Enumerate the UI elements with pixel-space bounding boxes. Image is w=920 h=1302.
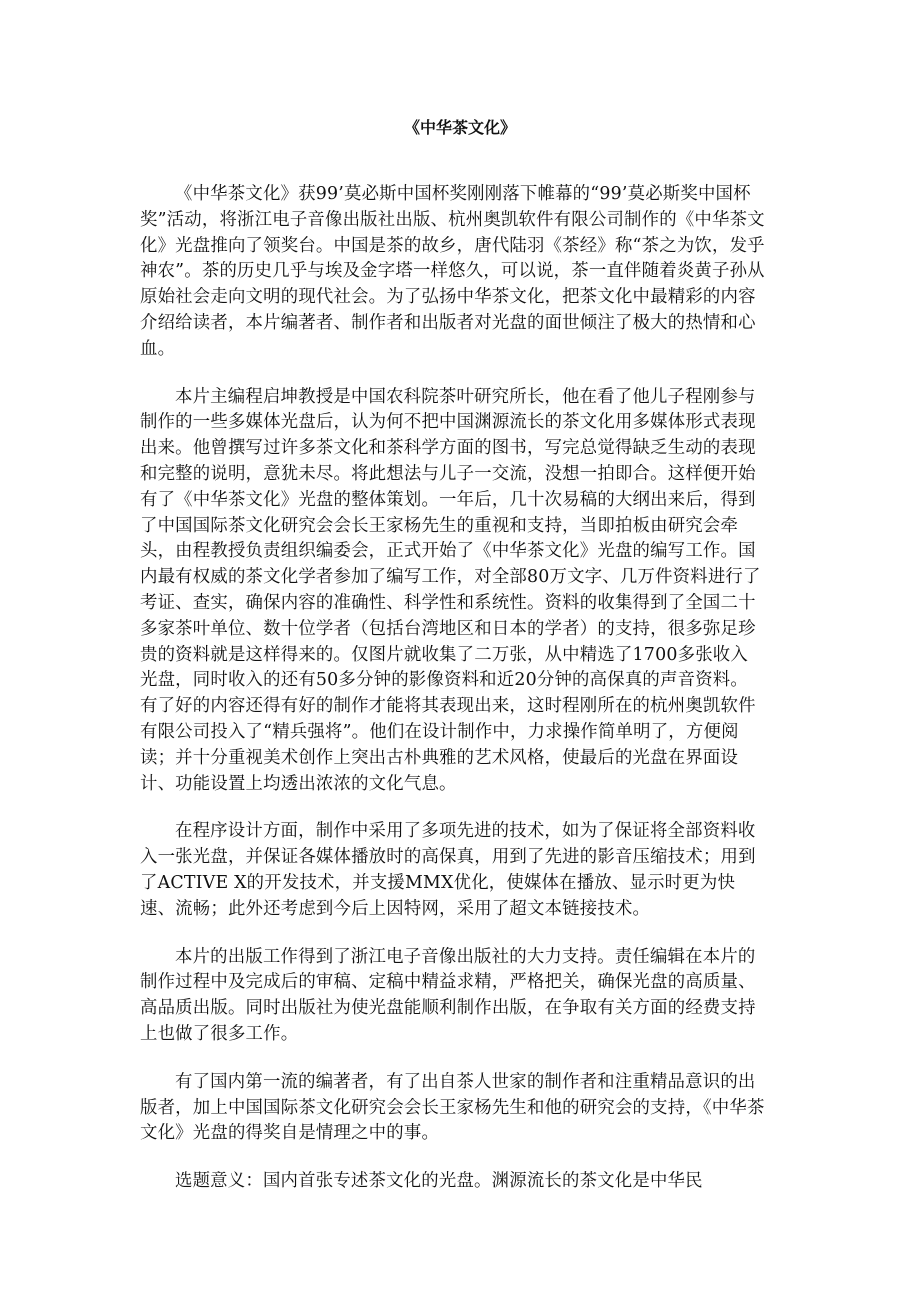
paragraph-significance: 选题意义：国内首张专述茶文化的光盘。渊源流长的茶文化是中华民 [175, 1171, 703, 1192]
paragraph-technology: 在程序设计方面，制作中采用了多项先进的技术，如为了保证将全部资料收入一张光盘，并保证各媒体播放时的高保真，用到了先进的影音压缩技术；用到了ACTIVE X的开发技术，并支援MMX优化，使媒体在播放、显示时更为快速、流畅；此外还考虑到今后上因特网，采用了超文本链接技术。 [140, 821, 756, 919]
document-body [140, 182, 765, 1217]
paragraph-publisher: 本片的出版工作得到了浙江电子音像出版社的大力支持。责任编辑在本片的制作过程中及完成后的审稿、定稿中精益求精，严格把关，确保光盘的高质量、高品质出版。同时出版社为使光盘能顺利制作出版，在争取有关方面的经费支持上也做了很多工作。 [140, 946, 756, 1044]
document-title: 《中华茶文化》 [403, 118, 516, 137]
paragraph-editor: 本片主编程启坤教授是中国农科院茶叶研究所长，他在看了他儿子程刚参与制作的一些多媒体光盘后，认为何不把中国渊源流长的茶文化用多媒体形式表现出来。他曾撰写过许多茶文化和茶科学方面的图书，写完总觉得缺乏生动的表现和完整的说明，意犹未尽。将此想法与儿子一交流，没想一拍即合。这样便开始有了《中华茶文化》光盘的整体策划。一年后，几十次易稿的大纲出来后，得到了中国国际茶文化研究会会长王家杨先生的重视和支持，当即拍板由研究会牵头，由程教授负责组织编委会，正式开始了《中华茶文化》光盘的编写工作。国内最有权威的茶文化学者参加了编写工作，对全部80万文字、几万件资料进行了考证、查实，确保内容的准确性、科学性和系统性。资料的收集得到了全国二十多家茶叶单位、数十位学者（包括台湾地区和日本的学者）的支持，很多弥足珍贵的资料就是这样得来的。仅图片就收集了二万张，从中精选了1700多张收入光盘，同时收入的还有50多分钟的影像资料和近20分钟的高保真的声音资料。有了好的内容还得有好的制作才能将其表现出来，这时程刚所在的杭州奥凯软件有限公司投入了“精兵强将”。他们在设计制作中，力求操作简单明了，方便阅读；并十分重视美术创作上突出古朴典雅的艺术风格，使最后的光盘在界面设计、功能设置上均透出浓浓的文化气息。 [140, 386, 761, 794]
paragraph-conclusion: 有了国内第一流的编著者，有了出自茶人世家的制作者和注重精品意识的出版者，加上中国国际茶文化研究会会长王家杨先生和他的研究会的支持，《中华茶文化》光盘的得奖自是情理之中的事。 [140, 1071, 765, 1144]
paragraph-award: 《中华茶文化》获99’莫必斯中国杯奖刚刚落下帷幕的“99’莫必斯奖中国杯奖”活动，将浙江电子音像出版社出版、杭州奥凯软件有限公司制作的《中华茶文化》光盘推向了领奖台。中国是茶的故乡，唐代陆羽《茶经》称“茶之为饮，发乎神农”。茶的历史几乎与埃及金字塔一样悠久，可以说，茶一直伴随着炎黄子孙从原始社会走向文明的现代社会。为了弘扬中华茶文化，把茶文化中最精彩的内容介绍给读者，本片编著者、制作者和出版者对光盘的面世倾注了极大的热情和心血。 [140, 184, 765, 359]
